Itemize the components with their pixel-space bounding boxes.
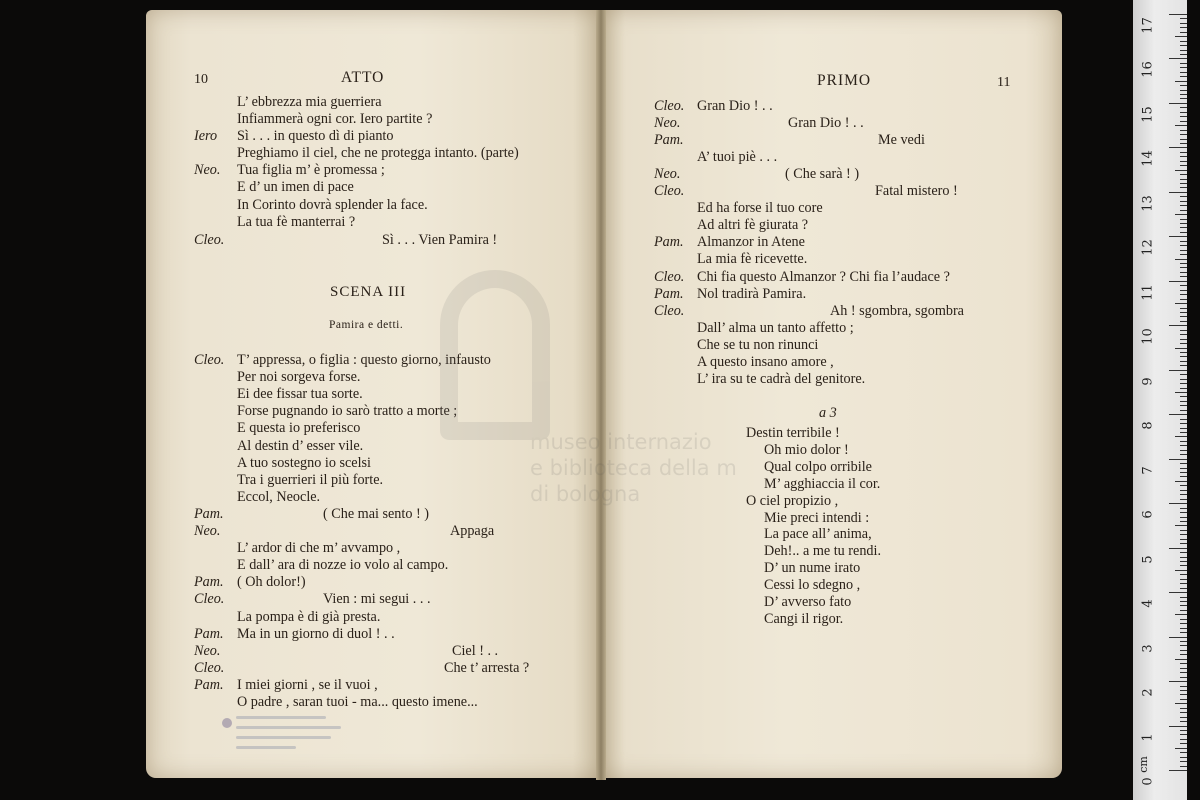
ruler-tick (1169, 414, 1187, 415)
ruler-number: 11 (1140, 284, 1156, 301)
dialogue-line: Al destin d’ esser vile. (237, 438, 364, 454)
ruler-tick (1175, 259, 1187, 260)
ruler-tick (1180, 686, 1187, 687)
dialogue-line: Ad altri fè giurata ? (697, 217, 809, 233)
ruler-tick (1180, 321, 1187, 322)
ruler-tick (1180, 512, 1187, 513)
ruler-tick (1180, 445, 1187, 446)
ruler-number: 7 (1140, 466, 1156, 475)
ruler-tick (1175, 481, 1187, 482)
ruler-tick (1175, 570, 1187, 571)
dialogue-line: La pompa è di già presta. (237, 609, 381, 625)
dialogue-line: Eccol, Neocle. (237, 489, 321, 505)
dialogue-line: Me vedi (878, 132, 925, 148)
ruler-tick (1180, 734, 1187, 735)
ruler-tick (1180, 490, 1187, 491)
dialogue-line: La mia fè ricevette. (697, 251, 808, 267)
ruler-tick (1180, 98, 1187, 99)
ruler-tick (1180, 432, 1187, 433)
ruler-tick (1180, 565, 1187, 566)
dialogue-line: Fatal mistero ! (875, 183, 958, 199)
ruler-tick (1180, 143, 1187, 144)
ruler-tick (1175, 81, 1187, 82)
ruler-tick (1180, 632, 1187, 633)
dialogue-line: Ciel ! . . (452, 643, 499, 659)
left-page-number: 10 (194, 72, 208, 87)
ruler-tick (1180, 339, 1187, 340)
ruler-tick (1180, 94, 1187, 95)
ruler-tick (1180, 423, 1187, 424)
dialogue-line: Sì . . . in questo dì di pianto (237, 128, 394, 144)
ruler-tick (1169, 281, 1187, 282)
ruler-tick (1180, 356, 1187, 357)
ruler-tick (1180, 54, 1187, 55)
ruler-tick (1180, 472, 1187, 473)
dialogue-line: Gran Dio ! . . (697, 98, 773, 114)
speaker-label: Pam. (194, 677, 224, 693)
dialogue-line: A questo insano amore , (697, 354, 834, 370)
speaker-label: Neo. (654, 166, 681, 182)
dialogue-line: In Corinto dovrà splender la face. (237, 197, 428, 213)
ruler-tick (1175, 392, 1187, 393)
scene-title: SCENA III (330, 284, 407, 300)
ruler-tick (1180, 205, 1187, 206)
ruler-tick (1180, 27, 1187, 28)
speaker-label: Neo. (194, 643, 221, 659)
ruler-tick (1180, 717, 1187, 718)
dialogue-line: Almanzor in Atene (697, 234, 805, 250)
ruler-tick (1180, 156, 1187, 157)
dialogue-line: Ei dee fissar tua sorte. (237, 386, 363, 402)
speaker-label: Cleo. (654, 98, 685, 114)
ruler-tick (1169, 370, 1187, 371)
ensemble-line: Qual colpo orribile (764, 459, 872, 475)
ruler-tick (1180, 196, 1187, 197)
ruler-tick (1175, 525, 1187, 526)
ruler-tick (1180, 308, 1187, 309)
ruler-tick (1175, 748, 1187, 749)
speaker-label: Cleo. (194, 591, 225, 607)
dialogue-line: Tra i guerrieri il più forte. (237, 472, 384, 488)
ruler-tick (1180, 605, 1187, 606)
dialogue-line: Sì . . . Vien Pamira ! (382, 232, 498, 248)
ruler-tick (1180, 508, 1187, 509)
ruler-tick (1180, 619, 1187, 620)
ruler-tick (1169, 325, 1187, 326)
ruler-tick (1180, 50, 1187, 51)
scene-cast: Pamira e detti. (329, 319, 404, 331)
ruler-tick (1169, 236, 1187, 237)
speaker-label: Pam. (194, 506, 224, 522)
ruler-tick (1180, 557, 1187, 558)
ruler-tick (1180, 583, 1187, 584)
ruler-unit: cm (1136, 756, 1150, 773)
library-stamp (222, 712, 347, 754)
speaker-label: Neo. (194, 162, 221, 178)
ensemble-line: Mie preci intendi : (764, 510, 870, 526)
ruler-number: 3 (1140, 644, 1156, 653)
ruler-tick (1180, 23, 1187, 24)
ruler-number: 16 (1140, 61, 1156, 78)
dialogue-line: E dall’ ara di nozze io volo al campo. (237, 557, 449, 573)
dialogue-line: Infiammerà ogni cor. Iero partite ? (237, 111, 433, 127)
ruler-tick (1180, 539, 1187, 540)
dialogue-line: Che t’ arresta ? (444, 660, 530, 676)
ruler-tick (1175, 170, 1187, 171)
stamp-dot (222, 718, 232, 728)
dialogue-line: I miei giorni , se il vuoi , (237, 677, 378, 693)
book-gutter (596, 10, 606, 780)
ruler-tick (1180, 134, 1187, 135)
ruler-tick (1180, 663, 1187, 664)
ruler-tick (1180, 761, 1187, 762)
ruler-number: 17 (1140, 17, 1156, 34)
ruler-tick (1175, 214, 1187, 215)
ruler-number: 0 (1140, 777, 1156, 786)
ruler-tick (1180, 187, 1187, 188)
dialogue-line: Chi fia questo Almanzor ? Chi fia l’audace ? (697, 269, 950, 285)
ruler-number: 5 (1140, 555, 1156, 564)
stamp-line (236, 736, 331, 739)
ruler-tick (1180, 210, 1187, 211)
ruler-tick (1180, 476, 1187, 477)
ruler-tick (1175, 436, 1187, 437)
ruler-tick (1169, 503, 1187, 504)
dialogue-line: A tuo sostegno io scelsi (237, 455, 371, 471)
ruler-tick (1169, 103, 1187, 104)
speaker-label: Cleo. (654, 269, 685, 285)
ruler-tick (1180, 450, 1187, 451)
ruler-number: 12 (1140, 239, 1156, 256)
ruler-tick (1180, 383, 1187, 384)
ruler-tick (1180, 374, 1187, 375)
ruler-tick (1175, 703, 1187, 704)
dialogue-line: Preghiamo il ciel, che ne protegga intanto. (parte) (237, 145, 519, 161)
ruler-tick (1180, 396, 1187, 397)
dialogue-line: E d’ un imen di pace (237, 179, 354, 195)
dialogue-line: Ah ! sgombra, sgombra (830, 303, 964, 319)
ruler-tick (1180, 201, 1187, 202)
ruler-tick (1180, 107, 1187, 108)
speaker-label: Pam. (194, 574, 224, 590)
ruler-tick (1180, 139, 1187, 140)
speaker-label: Cleo. (654, 183, 685, 199)
dialogue-line: Vien : mi segui . . . (323, 591, 431, 607)
ruler-tick (1180, 330, 1187, 331)
ruler-tick (1180, 654, 1187, 655)
speaker-label: Neo. (194, 523, 221, 539)
dialogue-line: Nol tradirà Pamira. (697, 286, 807, 302)
ruler-number: 14 (1140, 150, 1156, 167)
ruler-tick (1180, 67, 1187, 68)
ruler-tick (1180, 316, 1187, 317)
ruler-tick (1180, 254, 1187, 255)
speaker-label: Neo. (654, 115, 681, 131)
dialogue-line: E questa io preferisco (237, 420, 361, 436)
ruler-tick (1175, 303, 1187, 304)
dialogue-line: Forse pugnando io sarò tratto a morte ; (237, 403, 458, 419)
ruler-tick (1180, 419, 1187, 420)
ruler-tick (1180, 152, 1187, 153)
ensemble-line: Destin terribile ! (746, 425, 840, 441)
ruler-tick (1180, 76, 1187, 77)
ruler-tick (1180, 223, 1187, 224)
dialogue-line: ( Oh dolor!) (237, 574, 306, 590)
ruler-tick (1180, 517, 1187, 518)
ruler-tick (1180, 179, 1187, 180)
ruler-tick (1180, 530, 1187, 531)
ruler-tick (1180, 45, 1187, 46)
ruler-tick (1180, 294, 1187, 295)
stamp-line (236, 716, 326, 719)
ruler-tick (1180, 441, 1187, 442)
speaker-label: Pam. (654, 234, 684, 250)
ruler-tick (1169, 459, 1187, 460)
dialogue-line: A’ tuoi piè . . . (697, 149, 778, 165)
ruler-number: 6 (1140, 510, 1156, 519)
dialogue-line: ( Che sarà ! ) (785, 166, 860, 182)
ruler-tick (1180, 601, 1187, 602)
ruler-number: 10 (1140, 328, 1156, 345)
dialogue-line: Che se tu non rinunci (697, 337, 819, 353)
ruler-tick (1180, 610, 1187, 611)
ruler-tick (1180, 428, 1187, 429)
ruler-tick (1180, 521, 1187, 522)
ruler-tick (1180, 672, 1187, 673)
dialogue-line: Per noi sorgeva forse. (237, 369, 361, 385)
dialogue-line: L’ ebbrezza mia guerriera (237, 94, 382, 110)
ruler-tick (1175, 348, 1187, 349)
ruler-tick (1180, 739, 1187, 740)
ruler-tick (1180, 766, 1187, 767)
speaker-label: Cleo. (194, 660, 225, 676)
ruler-tick (1180, 343, 1187, 344)
ruler-tick (1169, 592, 1187, 593)
ruler-tick (1180, 227, 1187, 228)
ruler-tick (1180, 485, 1187, 486)
ruler-tick (1180, 534, 1187, 535)
ensemble-line: Oh mio dolor ! (764, 442, 849, 458)
ruler-tick (1180, 690, 1187, 691)
speaker-label: Pam. (654, 286, 684, 302)
ruler-number: 15 (1140, 106, 1156, 123)
dialogue-line: La tua fè manterrai ? (237, 214, 356, 230)
dialogue-line: Ed ha forse il tuo core (697, 200, 823, 216)
ruler-tick (1180, 623, 1187, 624)
ruler-tick (1180, 499, 1187, 500)
stamp-line (236, 726, 341, 729)
ruler-number: 1 (1140, 733, 1156, 742)
ruler-tick (1180, 85, 1187, 86)
ruler-tick (1175, 614, 1187, 615)
dialogue-line: T’ appressa, o figlia : questo giorno, infausto (237, 352, 491, 368)
ruler-tick (1180, 41, 1187, 42)
ruler-tick (1180, 730, 1187, 731)
ruler-tick (1180, 410, 1187, 411)
ruler-tick (1180, 388, 1187, 389)
stamp-line (236, 746, 296, 749)
ruler-tick (1180, 752, 1187, 753)
ruler-tick (1180, 276, 1187, 277)
ruler-tick (1180, 32, 1187, 33)
ruler-tick (1180, 352, 1187, 353)
right-running-head: PRIMO (817, 72, 872, 89)
speaker-label: Cleo. (194, 232, 225, 248)
dialogue-line: ( Che mai sento ! ) (323, 506, 429, 522)
ruler-tick (1180, 121, 1187, 122)
ruler-tick (1180, 712, 1187, 713)
ruler-tick (1180, 561, 1187, 562)
ruler-tick (1175, 125, 1187, 126)
ruler-tick (1180, 245, 1187, 246)
ruler-tick (1180, 721, 1187, 722)
ruler-tick (1180, 130, 1187, 131)
dialogue-line: Appaga (450, 523, 495, 539)
ruler-tick (1180, 628, 1187, 629)
ensemble-line: La pace all’ anima, (764, 526, 872, 542)
right-page-number: 11 (997, 75, 1011, 90)
ruler-tick (1180, 597, 1187, 598)
ruler-tick (1180, 63, 1187, 64)
ruler-tick (1180, 365, 1187, 366)
ruler-tick (1180, 463, 1187, 464)
ensemble-line: Cangi il rigor. (764, 611, 844, 627)
ruler-tick (1180, 574, 1187, 575)
ruler-tick (1175, 659, 1187, 660)
ruler-tick (1180, 219, 1187, 220)
ensemble-title: a 3 (819, 405, 837, 421)
ruler-tick (1180, 650, 1187, 651)
dialogue-line: Gran Dio ! . . (788, 115, 864, 131)
ruler-tick (1180, 285, 1187, 286)
ruler-tick (1180, 290, 1187, 291)
ruler-tick (1180, 272, 1187, 273)
ensemble-line: O ciel propizio , (746, 493, 839, 509)
ruler-tick (1169, 548, 1187, 549)
ruler-tick (1169, 58, 1187, 59)
ruler-tick (1169, 147, 1187, 148)
ruler-tick (1180, 677, 1187, 678)
ruler-tick (1169, 14, 1187, 15)
speaker-label: Cleo. (194, 352, 225, 368)
dialogue-line: L’ ardor di che m’ avvampo , (237, 540, 401, 556)
ruler-tick (1180, 250, 1187, 251)
ruler-tick (1180, 405, 1187, 406)
ruler-tick (1175, 36, 1187, 37)
ruler-tick (1180, 641, 1187, 642)
ensemble-line: D’ un nume irato (764, 560, 861, 576)
ruler-tick (1180, 165, 1187, 166)
ruler-tick (1180, 116, 1187, 117)
ruler-tick (1180, 468, 1187, 469)
ruler-tick (1180, 579, 1187, 580)
ruler-number: 4 (1140, 599, 1156, 608)
ruler-tick (1180, 454, 1187, 455)
ruler-tick (1180, 699, 1187, 700)
ruler-tick (1180, 263, 1187, 264)
dialogue-line: Ma in un giorno di duol ! . . (237, 626, 395, 642)
ruler-tick (1180, 494, 1187, 495)
ruler-tick (1180, 112, 1187, 113)
dialogue-line: Dall’ alma un tanto affetto ; (697, 320, 854, 336)
ruler-tick (1180, 743, 1187, 744)
ruler-tick (1180, 90, 1187, 91)
ruler-tick (1180, 668, 1187, 669)
ruler-tick (1180, 183, 1187, 184)
dialogue-line: O padre , saran tuoi - ma... questo imene... (237, 694, 478, 710)
speaker-label: Iero (194, 128, 218, 144)
ruler-tick (1180, 552, 1187, 553)
ruler-tick (1169, 192, 1187, 193)
ruler-tick (1180, 379, 1187, 380)
ruler-tick (1180, 645, 1187, 646)
ruler-number: 8 (1140, 421, 1156, 430)
ruler-number: 13 (1140, 195, 1156, 212)
ruler-tick (1180, 18, 1187, 19)
speaker-label: Cleo. (654, 303, 685, 319)
ruler-tick (1180, 241, 1187, 242)
ruler-tick (1180, 708, 1187, 709)
speaker-label: Pam. (654, 132, 684, 148)
ruler-number: 2 (1140, 688, 1156, 697)
ensemble-line: M’ agghiaccia il cor. (764, 476, 881, 492)
ruler-tick (1180, 401, 1187, 402)
dialogue-line: Tua figlia m’ è promessa ; (237, 162, 385, 178)
ruler-tick (1169, 726, 1187, 727)
ruler-tick (1180, 361, 1187, 362)
ruler-tick (1180, 161, 1187, 162)
left-running-head: ATTO (341, 69, 385, 86)
measurement-ruler (1133, 0, 1187, 800)
ensemble-line: Deh!.. a me tu rendi. (764, 543, 882, 559)
speaker-label: Pam. (194, 626, 224, 642)
ruler-tick (1180, 174, 1187, 175)
ruler-tick (1180, 312, 1187, 313)
ruler-tick (1169, 770, 1187, 771)
ruler-number: 9 (1140, 377, 1156, 386)
ensemble-line: Cessi lo sdegno , (764, 577, 861, 593)
ruler-tick (1180, 694, 1187, 695)
ruler-tick (1180, 757, 1187, 758)
ruler-tick (1180, 588, 1187, 589)
ruler-tick (1180, 299, 1187, 300)
ruler-tick (1169, 681, 1187, 682)
ruler-tick (1180, 267, 1187, 268)
ruler-tick (1180, 232, 1187, 233)
ruler-tick (1169, 637, 1187, 638)
ruler-tick (1180, 543, 1187, 544)
dialogue-line: L’ ira su te cadrà del genitore. (697, 371, 866, 387)
ruler-tick (1180, 72, 1187, 73)
ruler-tick (1180, 334, 1187, 335)
ensemble-line: D’ avverso fato (764, 594, 852, 610)
